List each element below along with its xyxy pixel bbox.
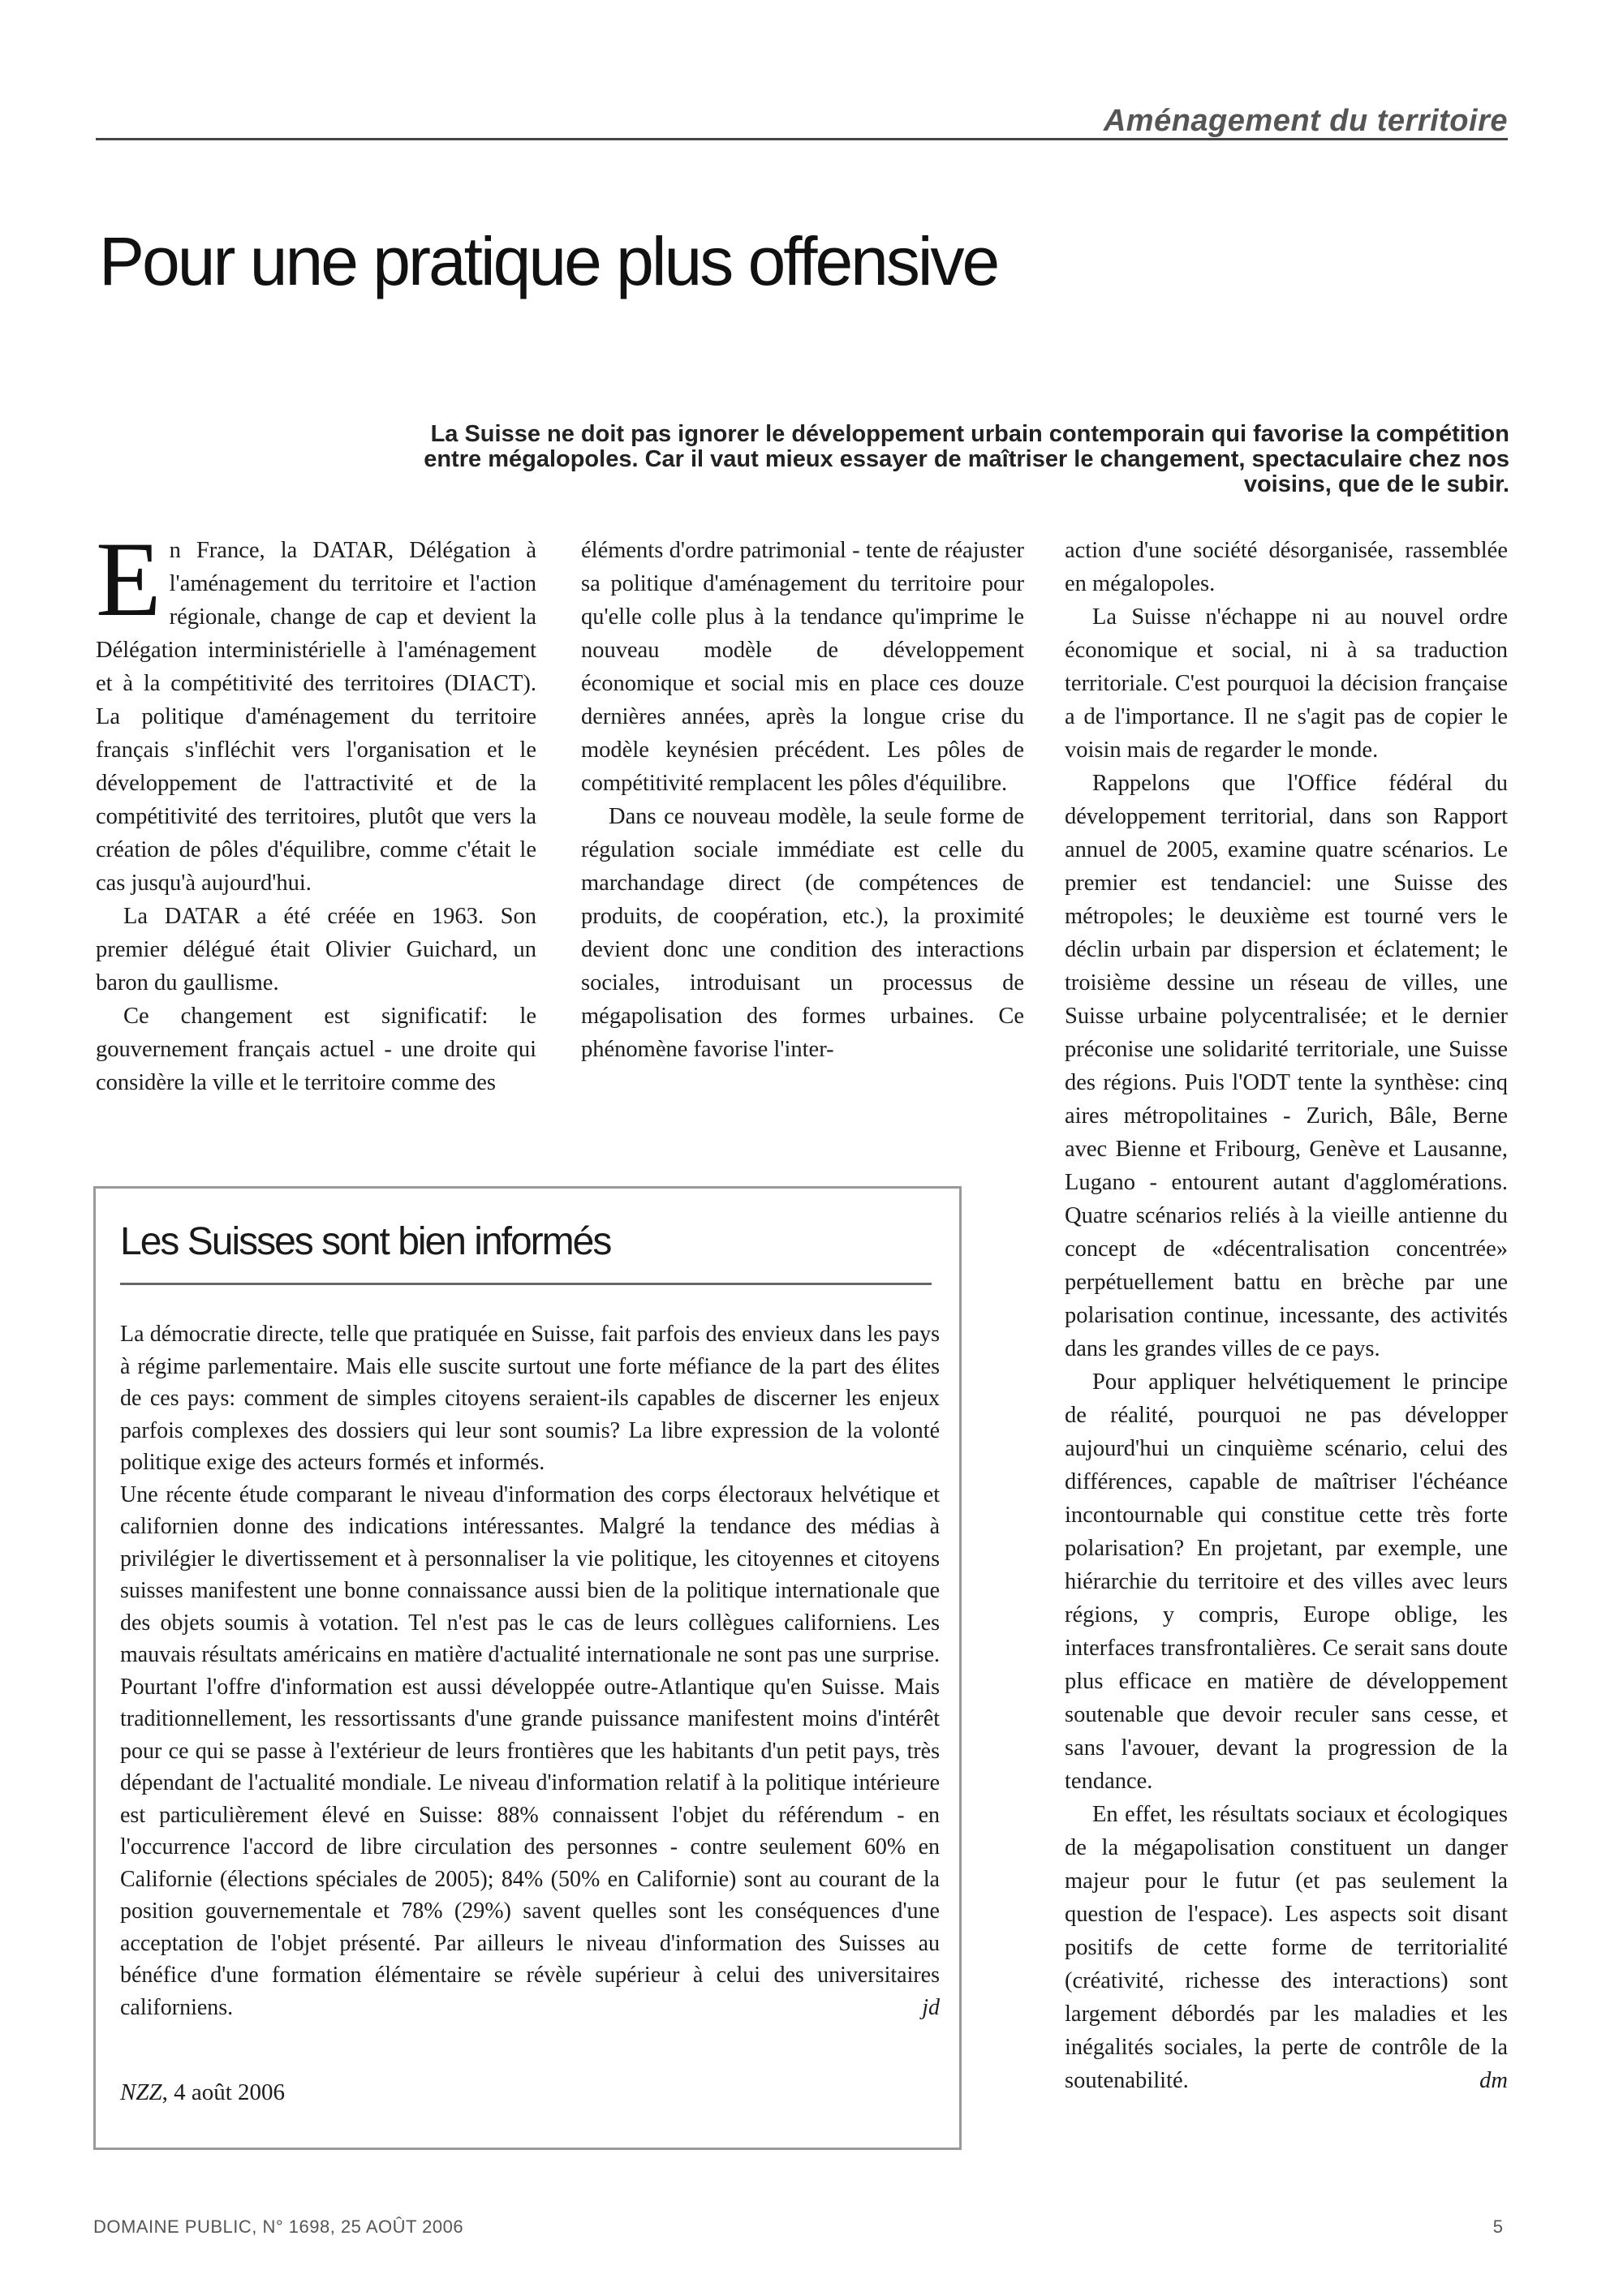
lead-paragraph: La Suisse ne doit pas ignorer le développement urbain contemporain qui favorise la compétition entre mégalopoles. Car il vaut mieux essayer de maîtriser le changement, spectaculaire chez nos voisins, que de le subir.	[424, 421, 1509, 497]
article-paragraph-8	[1065, 1798, 1508, 2097]
article-paragraph-4a: Dans ce nouveau modèle, la seule forme de régulation sociale immédiate est celle du marchandage direct (de compétences de produits, de coopération, etc.), la proximité devient donc une condition des interactions sociales, introduisant un processus de mégapolisation des formes urbaines. Ce phénomène favorise l'inter-	[581, 804, 1024, 1062]
article-column-3	[1065, 534, 1508, 2165]
box-source-date: , 4 août 2006	[161, 2079, 286, 2105]
box-source	[120, 2079, 285, 2106]
box-body	[120, 1318, 940, 2023]
drop-cap: E	[96, 519, 161, 638]
article-paragraph-3b: éléments d'ordre patrimonial - tente de réajuster sa politique d'aménagement du territoire pour qu'elle colle plus à la tendance qu'imprime le nouveau modèle de développement économique et social mis en place ces douze dernières années, après la longue crise du modèle keynésien précédent. Les pôles de compétitivité remplacent les pôles d'équilibre.	[581, 538, 1024, 796]
footer-publication: DOMAINE PUBLIC, N° 1698, 25 AOÛT 2006	[93, 2216, 464, 2237]
article-paragraph-6: Rappelons que l'Office fédéral du développement territorial, dans son Rapport annuel de 2005, examine quatre scénarios. Le premier est tendanciel: une Suisse des métropoles; le deuxième est tourné vers le déclin urbain par dispersion et éclatement; le troisième dessine un réseau de villes, une Suisse urbaine polycentralisée; et le dernier préconise une solidarité territoriale, une Suisse des régions. Puis l'ODT tente la synthèse: cinq aires métropolitaines - Zurich, Bâle, Berne avec Bienne et Fribourg, Genève et Lausanne, Lugano - entourent autant d'agglomérations. Quatre scénarios reliés à la vieille antienne du concept de «décentralisation concentrée» perpétuellement battu en brèche par une polarisation continue, incessante, des activités dans les grandes villes de ce pays.	[1065, 771, 1508, 1361]
article-paragraph-3a: Ce changement est significatif: le gouvernement français actuel - une droite qui considère la ville et le territoire comme des	[96, 1004, 536, 1095]
article-paragraph-4b: action d'une société désorganisée, rassemblée en mégalopoles.	[1065, 538, 1508, 596]
article-paragraph-2: La DATAR a été créée en 1963. Son premier délégué était Olivier Guichard, un baron du gaullisme.	[96, 904, 536, 995]
article-signature: dm	[1479, 2068, 1508, 2093]
box-source-name: NZZ	[120, 2079, 162, 2105]
article-column-2	[581, 534, 1024, 1086]
article-paragraph-1-text: n France, la DATAR, Délégation à l'aménagement du territoire et l'action régionale, change de cap et devient la Délégation interministérielle à l'aménagement et à la compétitivité des territoires (DIACT). La politique d'aménagement du territoire français s'infléchit vers l'organisation et le développement de l'attractivité et de la compétitivité des territoires, plutôt que vers la création de pôles d'équilibre, comme c'était le cas jusqu'à aujourd'hui.	[96, 538, 536, 896]
box-paragraph-1: La démocratie directe, telle que pratiquée en Suisse, fait parfois des envieux dans les pays à régime parlementaire. Mais elle suscite surtout une forte méfiance de la part des élites de ces pays: comment de simples citoyens seraient-ils capables de discerner les enjeux parfois complexes des dossiers qui leur sont soumis? La libre expression de la volonté politique exige des acteurs formés et informés.	[120, 1322, 940, 1475]
sidebar-box	[93, 1186, 962, 2150]
article-paragraph-7: Pour appliquer helvétiquement le principe de réalité, pourquoi ne pas développer aujourd'hui un cinquième scénario, celui des différences, capable de maîtriser l'échéance incontournable qui constitue cette très forte polarisation? En projetant, par exemple, une hiérarchie du territoire et des villes avec leurs régions, y compris, Europe oblige, les interfaces transfrontalières. Ce serait sans doute plus efficace en matière de développement soutenable que devoir reculer sans cesse, et sans l'avouer, devant la progression de la tendance.	[1065, 1369, 1508, 1794]
article-paragraph-1	[96, 519, 536, 900]
box-paragraph-2	[120, 1479, 940, 2024]
header-rule	[96, 138, 1508, 140]
box-paragraph-2-text: Une récente étude comparant le niveau d'information des corps électoraux helvétique et californien donne des indications intéressantes. Malgré la tendance des médias à privilégier le divertissement et à personnaliser la vie politique, les citoyennes et citoyens suisses manifestent une bonne connaissance aussi bien de la politique internationale que des objets soumis à votation. Tel n'est pas le cas de leurs collègues californiens. Les mauvais résultats américains en matière d'actualité internationale ne sont pas une surprise. Pourtant l'offre d'information est aussi développée outre-Atlantique qu'en Suisse. Mais traditionnellement, les ressortissants d'une grande puissance manifestent moins d'intérêt pour ce qui se passe à l'extérieur de leurs frontières que les habitants d'un petit pays, très dépendant de l'actualité mondiale. Le niveau d'information relatif à la politique intérieure est particulièrement élevé en Suisse: 88% connaissent l'objet du référendum - en l'occurrence l'accord de libre circulation des personnes - contre seulement 60% en Californie (élections spéciales de 2005); 84% (50% en Californie) sont au courant de la position gouvernementale et 78% (29%) savent quelles sont les conséquences d'une acceptation de l'objet présenté. Par ailleurs le niveau d'information des Suisses au bénéfice d'une formation élémentaire se révèle supérieur à celui des universitaires californiens.	[120, 1481, 940, 2020]
article-paragraph-8-text: En effet, les résultats sociaux et écologiques de la mégapolisation constituent un danger majeur pour le futur (et pas seulement la question de l'espace). Les aspects soit disant positifs de cette forme de territorialité (créativité, richesse des interactions) sont largement débordés par les maladies et les inégalités sociales, la perte de contrôle de la soutenabilité.	[1065, 1802, 1508, 2093]
article-column-1	[96, 519, 536, 1095]
page-number: 5	[1492, 2216, 1503, 2237]
page-title: Pour une pratique plus offensive	[99, 223, 998, 299]
section-label: Aménagement du territoire	[1103, 104, 1508, 138]
box-title: Les Suisses sont bien informés	[120, 1220, 611, 1263]
box-title-rule	[120, 1283, 932, 1285]
box-signature: jd	[922, 1994, 940, 2020]
article-paragraph-5: La Suisse n'échappe ni au nouvel ordre économique et social, ni à sa traduction territoriale. C'est pourquoi la décision française a de l'importance. Il ne s'agit pas de copier le voisin mais de regarder le monde.	[1065, 604, 1508, 763]
